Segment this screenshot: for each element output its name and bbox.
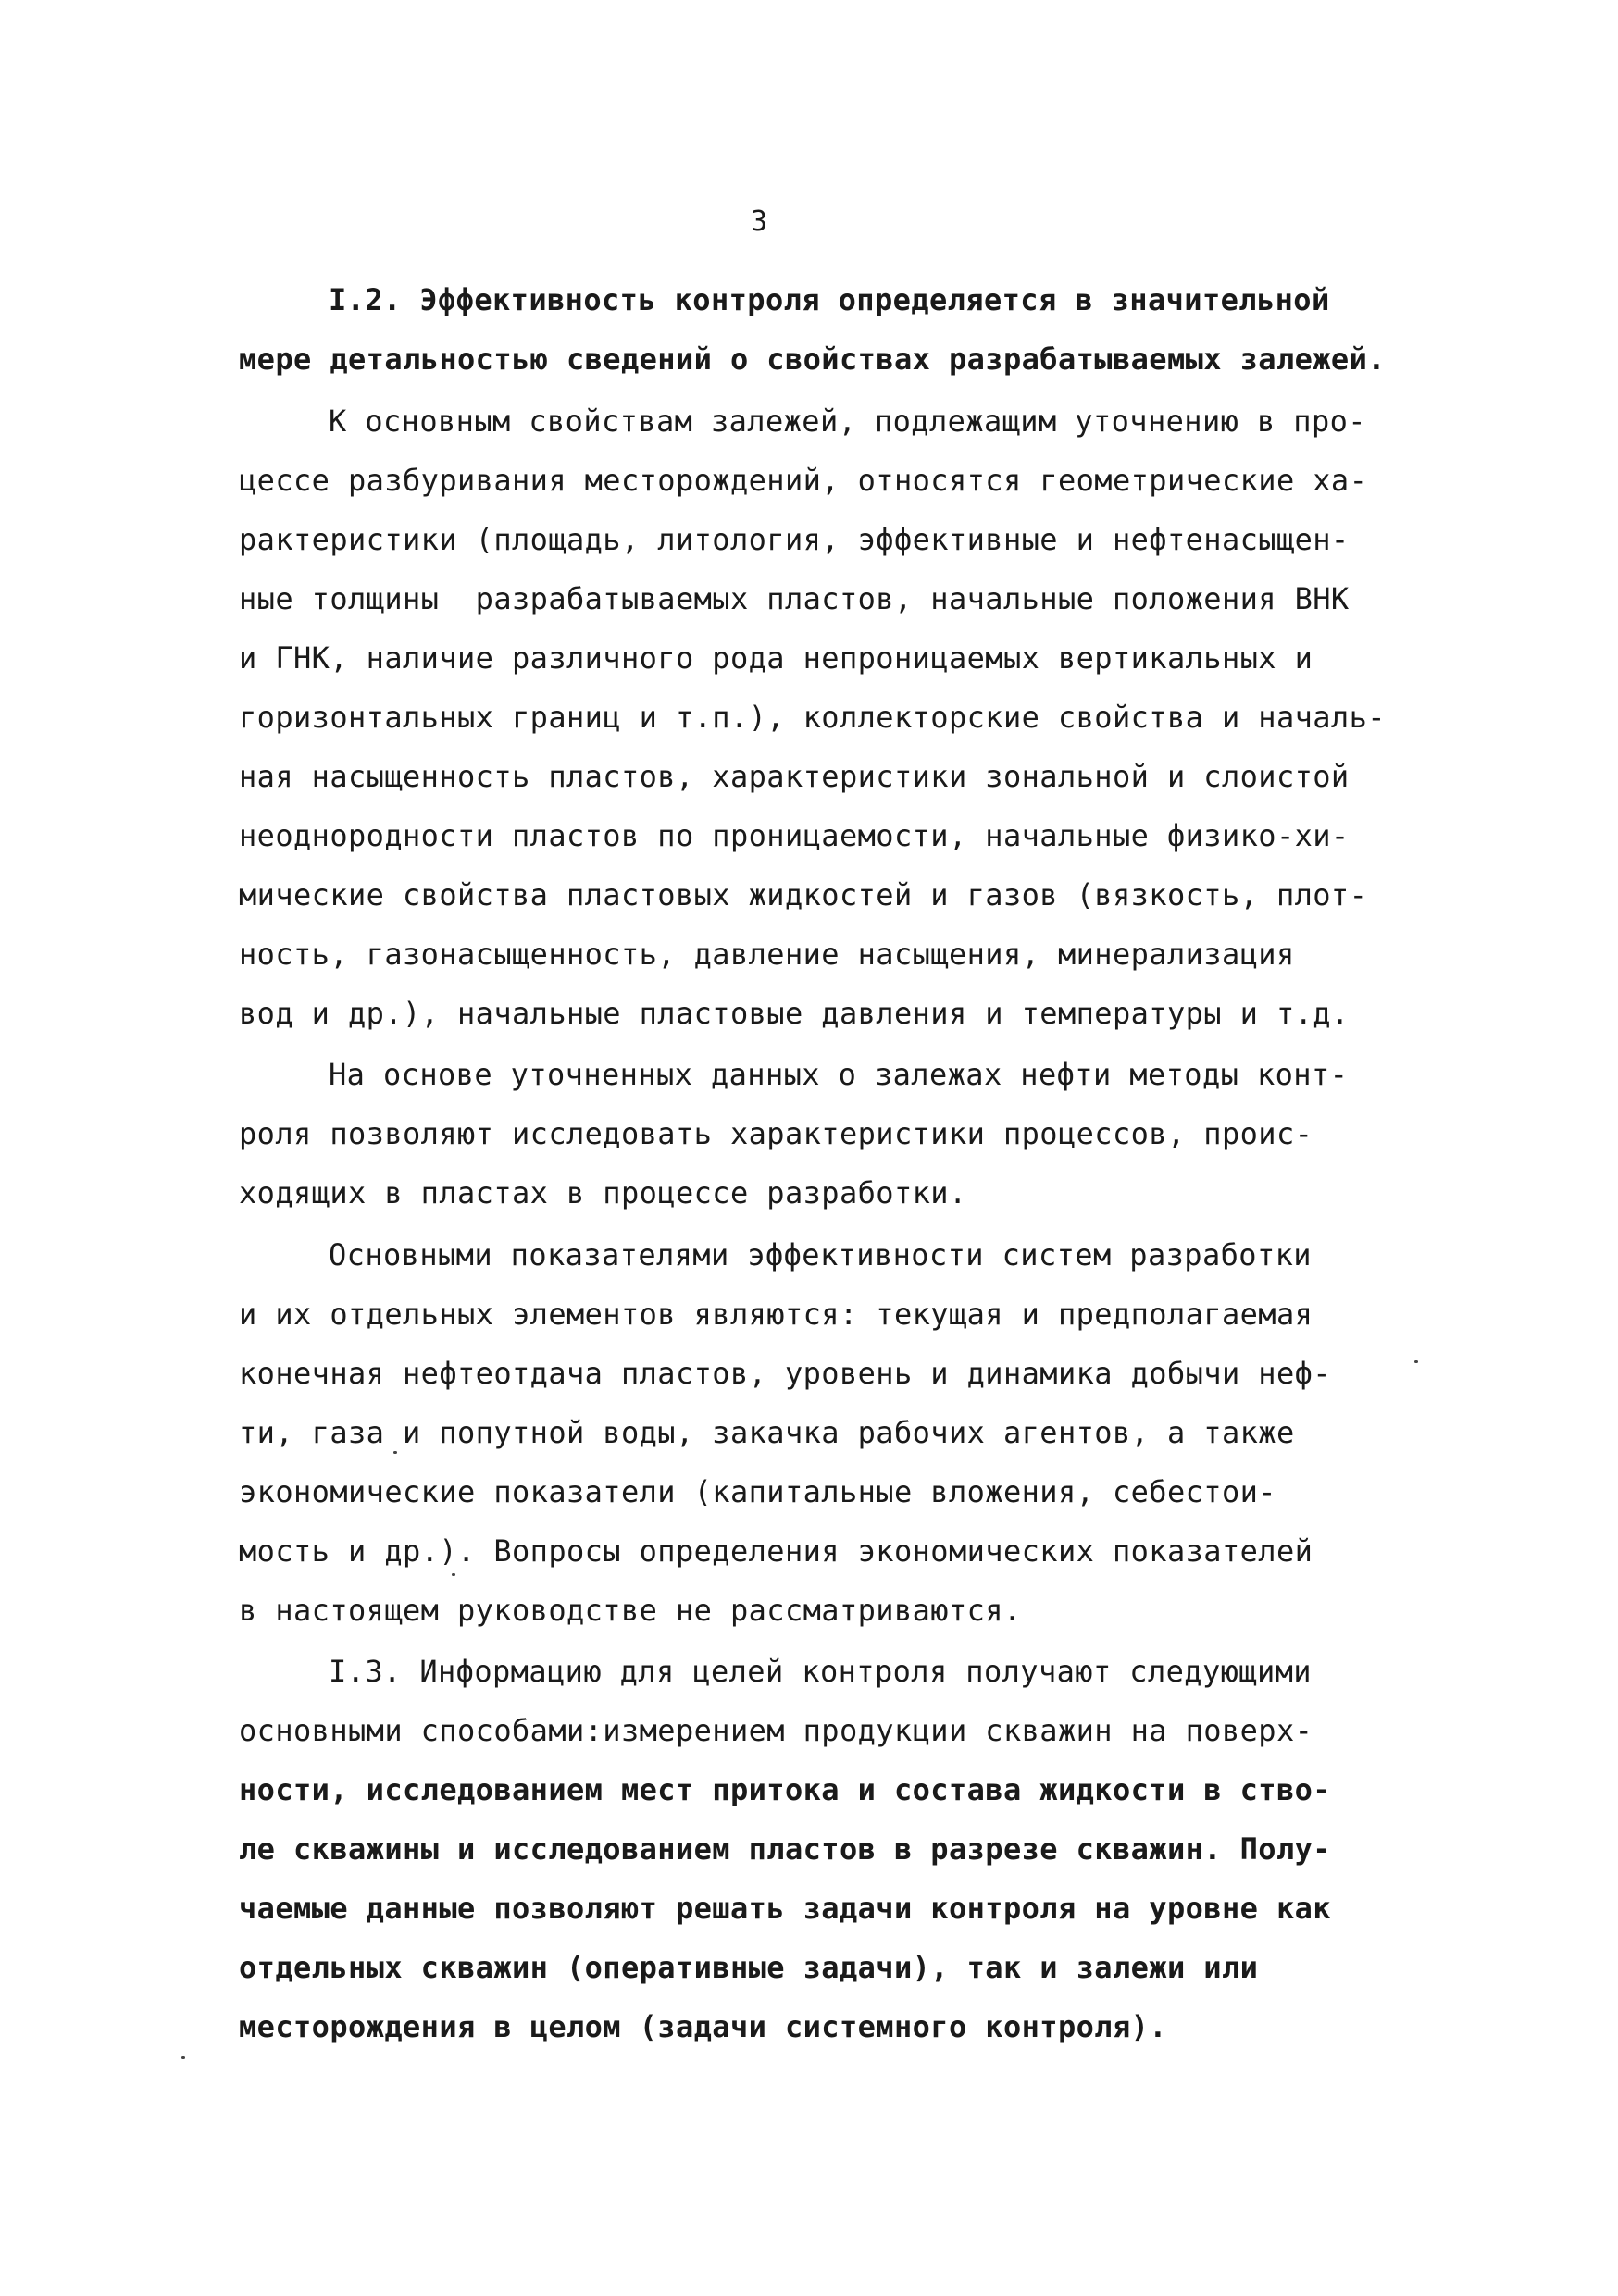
text-line: роля позволяют исследовать характеристики процессов, проис- <box>239 1116 1313 1151</box>
page-number: 3 <box>750 205 768 238</box>
text-line: чаемые данные позволяют решать задачи контроля на уровне как <box>239 1891 1331 1926</box>
text-line: К основным свойствам залежей, подлежащим уточнению в про- <box>329 403 1366 439</box>
text-line: горизонтальных границ и т.п.), коллекторские свойства и началь- <box>239 700 1386 735</box>
text-line: в настоящем руководстве не рассматриваются. <box>239 1593 1022 1628</box>
text-line: ная насыщенность пластов, характеристики зональной и слоистой <box>239 759 1350 794</box>
text-line: цессе разбуривания месторождений, относятся геометрические ха- <box>239 463 1368 498</box>
text-line: экономические показатели (капитальные вложения, себестои- <box>239 1474 1276 1509</box>
text-line: месторождения в целом (задачи системного контроля). <box>239 2009 1167 2044</box>
text-line: основными способами:измерением продукции скважин на поверх- <box>239 1713 1313 1748</box>
scan-speck <box>181 2056 185 2059</box>
text-line: отдельных скважин (оперативные задачи), так и залежи или <box>239 1950 1259 1985</box>
text-line: мические свойства пластовых жидкостей и газов (вязкость, плот- <box>239 877 1368 912</box>
text-line: мере детальностью сведений о свойствах разрабатываемых залежей. <box>239 341 1386 377</box>
text-line: и ГНК, наличие различного рода непроницаемых вертикальных и <box>239 640 1313 676</box>
text-line: ности, исследованием мест притока и состава жидкости в ство- <box>239 1772 1331 1807</box>
text-line: Основными показателями эффективности систем разработки <box>329 1237 1312 1272</box>
text-line: ность, газонасыщенность, давление насыщения, минерализация <box>239 937 1295 972</box>
text-line: На основе уточненных данных о залежах нефти методы конт- <box>329 1057 1349 1092</box>
text-line: и их отдельных элементов являются: текущая и предполагаемая <box>239 1297 1313 1332</box>
text-line: I.2. Эффективность контроля определяется в значительной <box>329 282 1330 317</box>
text-line: I.3. Информацию для целей контроля получают следующими <box>329 1654 1312 1689</box>
text-line: ные толщины разрабатываемых пластов, начальные положения ВНК <box>239 581 1350 616</box>
text-line: ходящих в пластах в процессе разработки. <box>239 1175 967 1210</box>
text-line: конечная нефтеотдача пластов, уровень и динамика добычи неф- <box>239 1356 1331 1391</box>
text-line: ле скважины и исследованием пластов в разрезе скважин. Полу- <box>239 1831 1331 1867</box>
text-line: вод и др.), начальные пластовые давления и температуры и т.д. <box>239 996 1350 1031</box>
text-line: ти, газа и попутной воды, закачка рабочих агентов, а также <box>239 1415 1295 1450</box>
text-line: рактеристики (площадь, литология, эффективные и нефтенасыщен- <box>239 522 1350 557</box>
text-line: неоднородности пластов по проницаемости, начальные физико-хи- <box>239 818 1350 853</box>
scan-speck <box>1414 1360 1418 1363</box>
text-line: мость и др.). Вопросы определения экономических показателей <box>239 1533 1313 1569</box>
scan-speck <box>393 1451 397 1454</box>
scan-speck <box>452 1573 455 1576</box>
